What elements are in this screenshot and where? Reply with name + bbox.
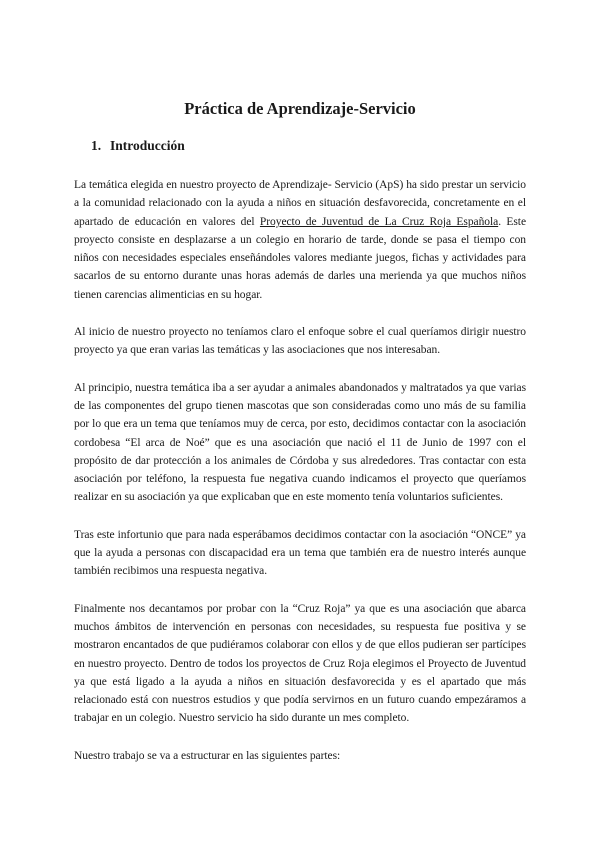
paragraph-intro: [74, 176, 526, 304]
paragraph-animals: Al principio, nuestra temática iba a ser ayudar a animales abandonados y maltratados ya que varias de las componentes del grupo tienen mascotas que son consideradas como uno más de su familia por lo que era un tema que teníamos muy de cerca, por esto, decidimos contactar con la asociación cordobesa “El arca de Noé” que es una asociación que nació el 11 de Junio de 1997 con el propósito de dar protección a los animales de Córdoba y sus alrededores. Tras contactar con esta asociación por teléfono, la respuesta fue negativa cuando indicamos el proyecto que queríamos realizar en su asociación ya que explicaban que en este momento tenía voluntarios suficientes.: [74, 381, 526, 504]
paragraph-start: Al inicio de nuestro proyecto no teníamos claro el enfoque sobre el cual queríamos dirigir nuestro proyecto ya que eran varias las temáticas y las asociaciones que nos interesaban.: [74, 326, 526, 357]
section-heading: [91, 137, 185, 155]
document-body: [74, 176, 526, 784]
paragraph-intro-before: La temática elegida en nuestro proyecto de Aprendizaje- Servicio (ApS) ha sido prestar un servicio a la comunidad relacionado con la ayuda a niños en situación desfavorecida, concretamente en el apartado de educación en valores del: [74, 179, 526, 228]
paragraph-once: Tras este infortunio que para nada esperábamos decidimos contactar con la asociación “ONCE” ya que la ayuda a personas con discapacidad era un tema que también era de nuestro interés aunque también recibimos una respuesta negativa.: [74, 528, 526, 578]
paragraph-cruz-roja: Finalmente nos decantamos por probar con la “Cruz Roja” ya que es una asociación que abarca muchos ámbitos de intervención en personas con necesidades, su respuesta fue positiva y se mostraron encantados de que pudiéramos colaborar con ellos y de que ellos pudieran ser partícipes en nuestro proyecto. Dentro de todos los proyectos de Cruz Roja elegimos el Proyecto de Juventud ya que está ligado a la ayuda a niños en situación desfavorecida y es el apartado que más relacionado está con nuestros estudios y que podía servirnos en un futuro cuando empezáramos a trabajar en un colegio. Nuestro servicio ha sido durante un mes completo.: [74, 602, 526, 725]
document-title: Práctica de Aprendizaje-Servicio: [184, 99, 416, 118]
paragraph-intro-after: . Este proyecto consiste en desplazarse a un colegio en horario de tarde, donde se pasa el tiempo con niños con necesidades especiales enseñándoles valores mediante juegos, fichas y actividades para sacarlos de su entorno durante unas horas además de darles una merienda ya que muchos niños tienen carencias alimenticias en su hogar.: [74, 215, 526, 301]
cruz-roja-juventud-link[interactable]: Proyecto de Juventud de La Cruz Roja Española: [259, 215, 499, 228]
section-number: 1.: [91, 138, 102, 153]
section-title: Introducción: [110, 138, 185, 153]
paragraph-structure: Nuestro trabajo se va a estructurar en las siguientes partes:: [74, 749, 341, 762]
